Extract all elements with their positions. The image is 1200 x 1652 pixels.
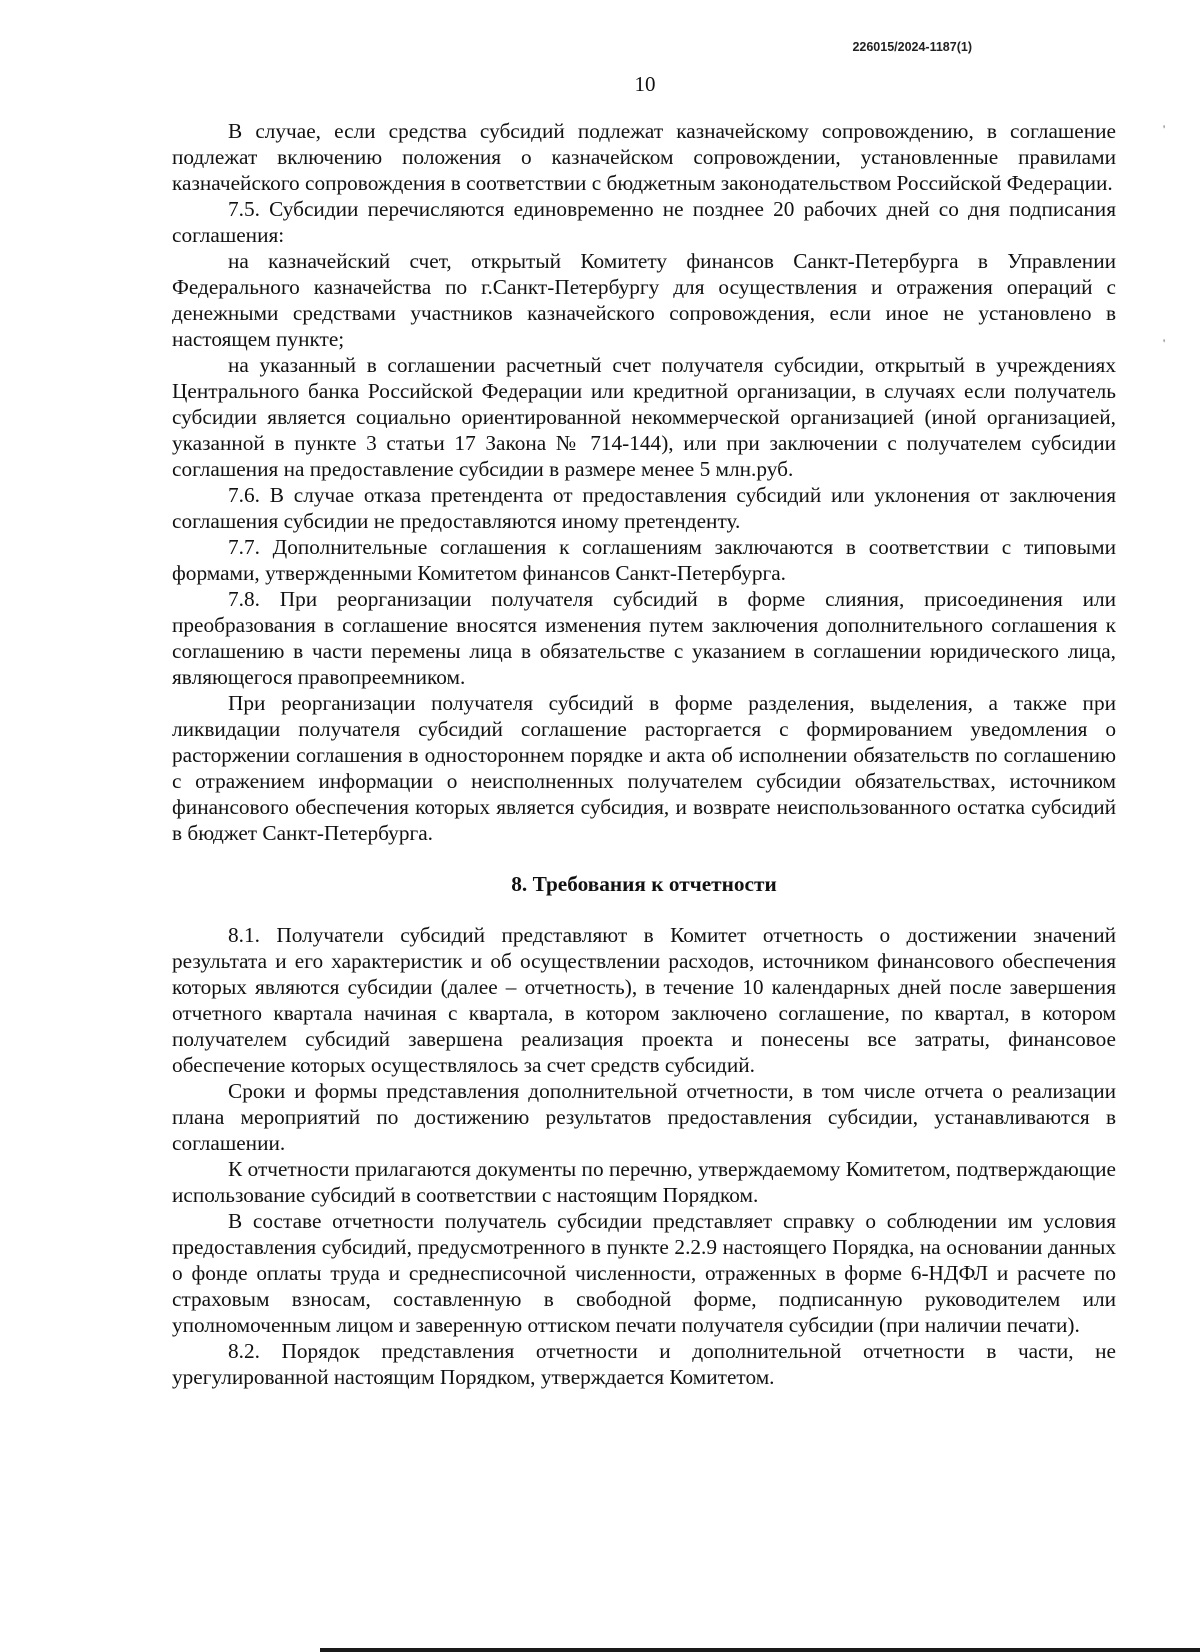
bottom-scan-border	[320, 1648, 1200, 1652]
paragraph: При реорганизации получателя субсидий в форме разделения, выделения, а также при ликвидации получателя субсидий соглашение расторгается с формированием уведомления о расторжении соглашения в одностороннем порядке и акта об исполнении обязательств по соглашению с отражением информации о неисполненных получателем субсидии обязательствах, источником финансового обеспечения которых является субсидия, и возврате неиспользованного остатка субсидий в бюджет Санкт-Петербурга.	[172, 691, 1116, 845]
section-heading: 8. Требования к отчетности	[511, 872, 777, 896]
paragraph: Сроки и формы представления дополнительной отчетности, в том числе отчета о реализации плана мероприятий по достижению результатов предоставления субсидии, устанавливаются в соглашении.	[172, 1079, 1116, 1155]
paragraph: на указанный в соглашении расчетный счет получателя субсидии, открытый в учреждениях Центрального банка Российской Федерации или кредитной организации, в случаях если получатель субсидии является социально ориентированной некоммерческой организацией (иной организацией, указанной в пункте 3 статьи 17 Закона № 714-144), или при заключении с получателем субсидии соглашения на предоставление субсидии в размере менее 5 млн.руб.	[172, 353, 1116, 481]
paragraph: В случае, если средства субсидий подлежат казначейскому сопровождению, в соглашение подлежат включению положения о казначейском сопровождении, установленные правилами казначейского сопровождения в соответствии с бюджетным законодательством Российской Федерации.	[172, 119, 1116, 195]
paragraph: 8.1. Получатели субсидий представляют в Комитет отчетность о достижении значений результата и его характеристик и об осуществлении расходов, источником финансового обеспечения которых являются субсидии (далее – отчетность), в течение 10 календарных дней после завершения отчетного квартала начиная с квартала, в котором заключено соглашение, по квартал, в котором получателем субсидий завершена реализация проекта и понесены все затраты, финансовое обеспечение которых осуществлялось за счет средств субсидий.	[172, 923, 1116, 1077]
paragraph: В составе отчетности получатель субсидии представляет справку о соблюдении им условия предоставления субсидий, предусмотренного в пункте 2.2.9 настоящего Порядка, на основании данных о фонде оплаты труда и среднесписочной численности, отраженных в форме 6-НДФЛ и расчете по страховым взносам, составленную в свободной форме, подписанную руководителем или уполномоченным лицом и заверенную оттиском печати получателя субсидии (при наличии печати).	[172, 1209, 1116, 1337]
paragraph: на казначейский счет, открытый Комитету финансов Санкт-Петербурга в Управлении Федерального казначейства по г.Санкт-Петербургу для осуществления и отражения операций с денежными средствами участников казначейского сопровождения, если иное не установлено в настоящем пункте;	[172, 249, 1116, 351]
paragraph: 7.8. При реорганизации получателя субсидий в форме слияния, присоединения или преобразования в соглашение вносятся изменения путем заключения дополнительного соглашения к соглашению в части перемены лица в обязательстве с указанием в соглашении юридического лица, являющегося правопреемником.	[172, 587, 1116, 689]
paragraph: 7.6. В случае отказа претендента от предоставления субсидий или уклонения от заключения соглашения субсидии не предоставляются иному претенденту.	[172, 483, 1116, 533]
document-body	[172, 118, 1116, 1390]
paragraph: К отчетности прилагаются документы по перечню, утверждаемому Комитетом, подтверждающие использование субсидий в соответствии с настоящим Порядком.	[172, 1157, 1116, 1207]
paragraph: 7.7. Дополнительные соглашения к соглашениям заключаются в соответствии с типовыми формами, утвержденными Комитетом финансов Санкт-Петербурга.	[172, 535, 1116, 585]
page-number: 10	[634, 72, 656, 96]
paragraph: 8.2. Порядок представления отчетности и дополнительной отчетности в части, не урегулированной настоящим Порядком, утверждается Комитетом.	[172, 1339, 1116, 1389]
scan-mark: '	[1163, 336, 1166, 350]
scan-mark: '	[1163, 122, 1166, 136]
paragraph: 7.5. Субсидии перечисляются единовременно не позднее 20 рабочих дней со дня подписания соглашения:	[172, 197, 1116, 247]
document-registration-number: 226015/2024-1187(1)	[852, 40, 972, 54]
